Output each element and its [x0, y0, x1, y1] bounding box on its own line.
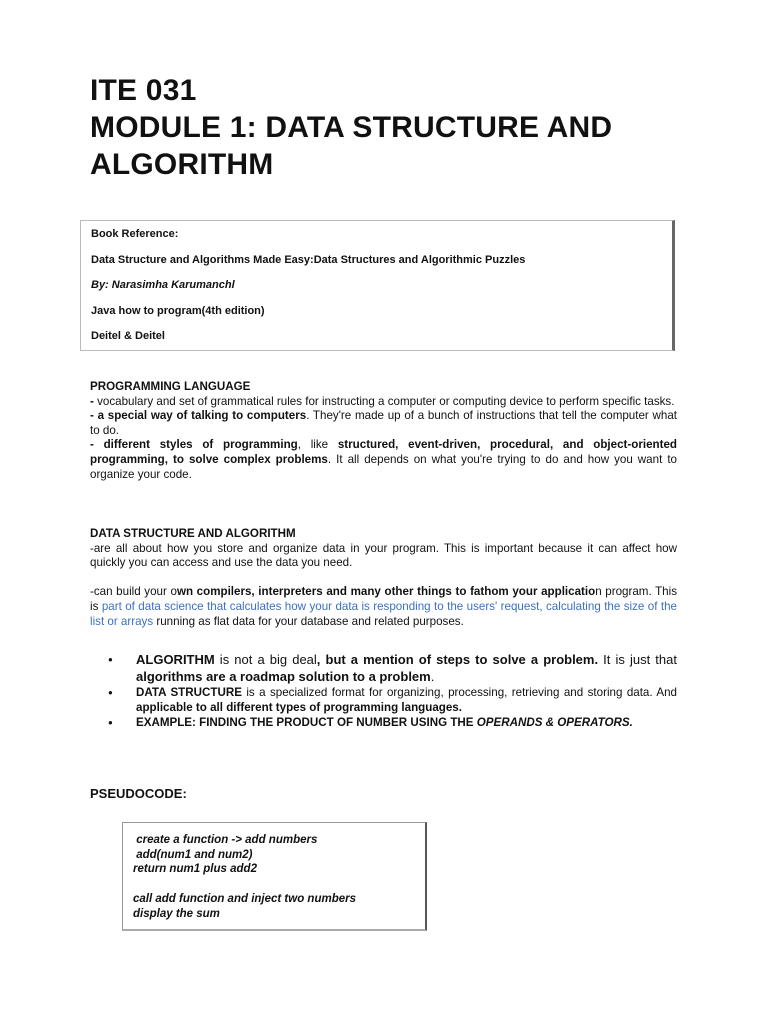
paragraph — [90, 395, 677, 410]
book-author-1: By: Narasimha Karumanchl — [91, 279, 235, 291]
text-segment: vocabulary and set of grammatical rules for instructing a computer or computing device to perform specific tasks. — [97, 394, 675, 408]
bullet-list — [90, 652, 677, 732]
pseudocode-line: call add function and inject two numbers — [133, 892, 356, 905]
pseudocode-heading: PSEUDOCODE: — [90, 786, 187, 801]
text-segment: DATA STRUCTURE — [136, 686, 242, 699]
pseudocode-box — [122, 822, 427, 931]
module-title-line2: ALGORITHM — [90, 148, 274, 181]
paragraph — [90, 438, 677, 482]
text-segment: . They're made up of a bunch of instructions that tell the computer what to do. — [90, 409, 678, 437]
highlighted-text: part of data science that calculates how your data is responding to the users' request, calculating the size of the list or arrays — [90, 599, 678, 628]
page-title — [90, 72, 690, 183]
text-segment: -are all about how you store and organize data in your program. This is important because it can affect how quickly you can access and use the data you need. — [90, 541, 677, 570]
pseudocode-line: return num1 plus add2 — [133, 863, 257, 876]
text-segment: n program. This is — [90, 585, 678, 613]
bullet-item — [90, 716, 677, 731]
pseudocode-line: display the sum — [133, 907, 220, 920]
book-author-2: Deitel & Deitel — [91, 330, 165, 342]
text-segment: - a special way of talking to computers — [90, 409, 307, 423]
text-segment: It is just that — [598, 652, 677, 667]
paragraph — [90, 542, 677, 571]
bullet-item — [90, 686, 677, 715]
text-segment: wn compilers, interpreters and many other things to fathom your applicatio — [176, 585, 596, 599]
text-segment: applicable to all different types of programming languages. — [136, 700, 462, 714]
book-reference-heading: Book Reference: — [91, 228, 179, 240]
bullet-item — [90, 652, 677, 685]
module-title-line1: MODULE 1: DATA STRUCTURE AND — [90, 111, 613, 144]
text-segment: . — [430, 668, 435, 684]
paragraph — [90, 409, 677, 438]
text-segment: . It all depends on what you're trying to do and how you want to organize your code. — [90, 452, 677, 481]
section-body — [90, 542, 677, 630]
pseudocode-line: add(num1 and num2) — [133, 848, 253, 861]
text-segment: algorithms are a roadmap solution to a problem — [136, 668, 431, 684]
text-segment: is not a big deal — [214, 652, 317, 667]
text-segment: - — [90, 394, 98, 408]
text-segment: , but a mention of steps to solve a problem. — [316, 652, 599, 667]
text-segment: structured, event-driven, procedural, and object-oriented programming, to solve complex problems — [90, 438, 678, 466]
text-segment: OPERANDS & OPERATORS. — [476, 716, 633, 730]
book-title-2: Java how to program(4th edition) — [91, 304, 265, 317]
section-body — [90, 395, 677, 483]
text-segment: is a specialized format for organizing, processing, retrieving and storing data. And — [241, 686, 677, 699]
section-heading: DATA STRUCTURE AND ALGORITHM — [90, 527, 296, 540]
programming-language-section — [90, 380, 677, 482]
book-title-1: Data Structure and Algorithms Made Easy:Data Structures and Algorithmic Puzzles — [91, 253, 526, 266]
course-code: ITE 031 — [90, 74, 197, 107]
book-reference-box — [80, 220, 675, 351]
text-segment: running as flat data for your database and related purposes. — [153, 614, 464, 628]
pseudocode-line: create a function -> add numbers — [133, 834, 318, 846]
dsa-section — [90, 527, 677, 629]
text-segment: , like — [297, 438, 338, 452]
pseudocode-line — [133, 877, 415, 892]
text-segment: -can build your o — [90, 585, 177, 599]
section-heading: PROGRAMMING LANGUAGE — [90, 380, 251, 393]
text-segment: - different styles of programming — [90, 438, 298, 452]
text-segment: EXAMPLE: FINDING THE PRODUCT OF NUMBER USING THE — [136, 716, 477, 730]
paragraph — [90, 585, 677, 629]
text-segment: ALGORITHM — [136, 652, 215, 667]
